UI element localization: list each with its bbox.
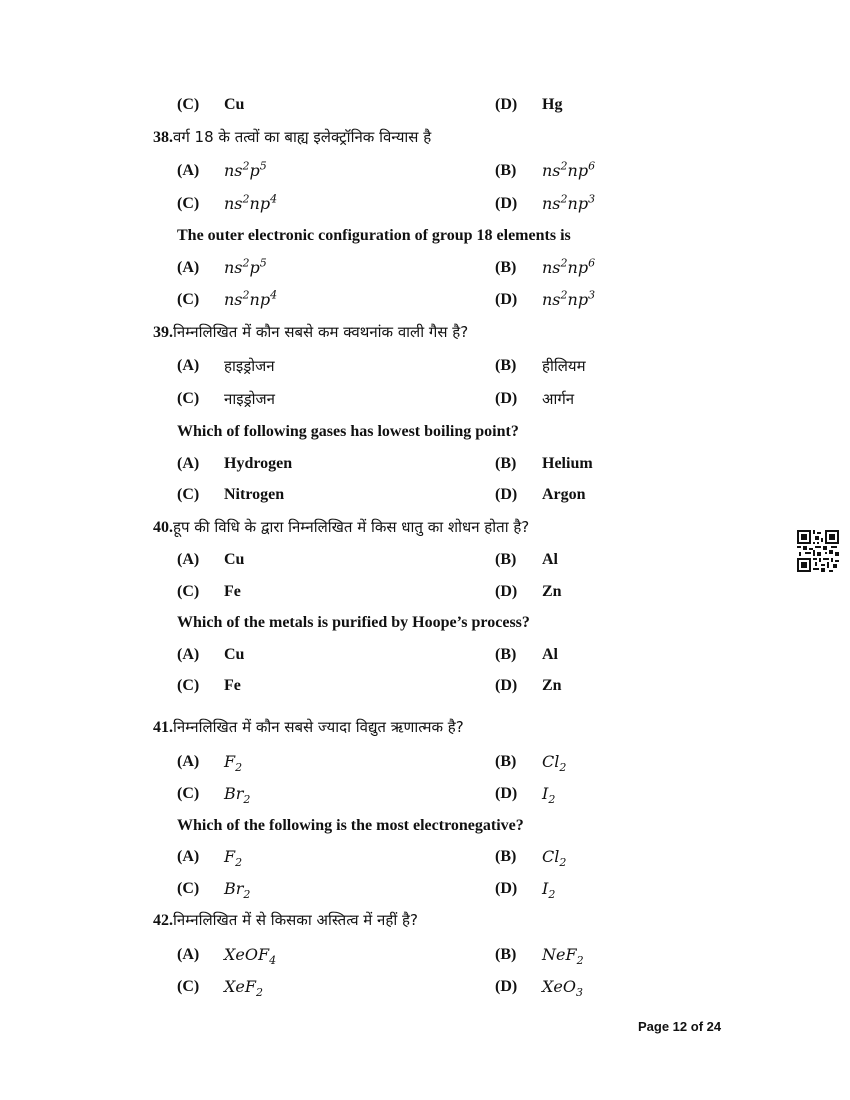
option-c: Fe [224, 583, 241, 600]
question-text-hindi: निम्नलिखित में से किसका अस्तित्व में नहीं है? [173, 911, 418, 929]
option-label: (C) [177, 978, 200, 995]
option-label: (B) [495, 946, 517, 963]
option-label: (C) [177, 785, 200, 802]
option-c: $ns^2np^4$ [224, 192, 278, 213]
page-number-footer: Page 12 of 24 [638, 1019, 722, 1034]
option-d: Argon [542, 486, 586, 503]
question-text-hindi: हूप की विधि के द्वारा निम्नलिखित में किस धातु का शोधन होता है? [173, 518, 530, 536]
option-a: $F_2$ [224, 847, 243, 870]
option-label: (B) [495, 259, 517, 276]
option-label: (C) [177, 677, 200, 694]
option-c: $Br_2$ [224, 784, 251, 807]
option-c: XeF$_2$ [224, 977, 263, 1000]
option-b: $Cl_2$ [542, 752, 567, 775]
question-number: 38. [153, 129, 173, 146]
question-text-hindi: निम्नलिखित में कौन सबसे कम क्वथनांक वाली गैस है? [173, 323, 469, 341]
option-a: Cu [224, 551, 245, 568]
question-number: 40. [153, 519, 173, 536]
question-40 [153, 517, 529, 538]
option-label: (B) [495, 162, 517, 179]
option-b: $Cl_2$ [542, 847, 567, 870]
option-label: (A) [177, 259, 200, 276]
option-label: (D) [495, 583, 518, 600]
option-c: Fe [224, 677, 241, 694]
option-label: (D) [495, 96, 518, 113]
question-text-english: Which of following gases has lowest boiling point? [177, 423, 519, 440]
option-label: (A) [177, 162, 200, 179]
option-label: (D) [495, 390, 518, 407]
option-d: $ns^2np^3$ [542, 192, 596, 213]
option-a: $ns^2p^5$ [224, 159, 267, 180]
question-42 [153, 910, 418, 931]
option-label: (A) [177, 357, 200, 374]
option-label: (D) [495, 195, 518, 212]
option-label: (B) [495, 848, 517, 865]
option-label: (C) [177, 195, 200, 212]
option-label: (D) [495, 291, 518, 308]
option-c: $Br_2$ [224, 879, 251, 902]
question-38 [153, 127, 431, 148]
option-label: (C) [177, 583, 200, 600]
option-label: (A) [177, 946, 200, 963]
question-text-english: Which of the metals is purified by Hoope’s process? [177, 614, 530, 631]
option-label: (A) [177, 646, 200, 663]
question-text-hindi: वर्ग 18 के तत्वों का बाह्य इलेक्ट्रॉनिक विन्यास है [173, 128, 432, 146]
option-label: (D) [495, 978, 518, 995]
option-b: NeF$_2$ [542, 945, 584, 968]
option-label: (D) [495, 677, 518, 694]
option-d: Zn [542, 677, 562, 694]
question-number: 39. [153, 324, 173, 341]
question-39 [153, 322, 468, 343]
option-label: (A) [177, 455, 200, 472]
option-label: (A) [177, 551, 200, 568]
option-label: (B) [495, 646, 517, 663]
option-b: Al [542, 551, 558, 568]
question-number: 42. [153, 912, 173, 929]
option-b: $ns^2np^6$ [542, 256, 596, 277]
question-text-hindi: निम्नलिखित में कौन सबसे ज्यादा विद्युत ऋणात्मक है? [173, 718, 464, 736]
option-d: आर्गन [542, 390, 575, 408]
option-label: (A) [177, 848, 200, 865]
option-label: (B) [495, 551, 517, 568]
option-b: हीलियम [542, 357, 586, 375]
option-c: Nitrogen [224, 486, 285, 503]
option-label: (B) [495, 455, 517, 472]
option-text: Hg [542, 96, 563, 113]
option-label: (C) [177, 486, 200, 503]
option-d: XeO$_3$ [542, 977, 583, 1000]
option-label: (B) [495, 357, 517, 374]
option-a: $ns^2p^5$ [224, 256, 267, 277]
option-a: $F_2$ [224, 752, 243, 775]
option-c: नाइड्रोजन [224, 390, 275, 408]
option-d: $I_2$ [542, 784, 556, 807]
option-a: Cu [224, 646, 245, 663]
option-b: Al [542, 646, 558, 663]
question-text-english: The outer electronic configuration of group 18 elements is [177, 227, 571, 244]
option-b: Helium [542, 455, 593, 472]
question-number: 41. [153, 719, 173, 736]
option-b: $ns^2np^6$ [542, 159, 596, 180]
option-label: (D) [495, 486, 518, 503]
option-d: $ns^2np^3$ [542, 288, 596, 309]
qr-code-icon [797, 530, 839, 572]
option-label: (D) [495, 785, 518, 802]
option-d: Zn [542, 583, 562, 600]
option-d: $I_2$ [542, 879, 556, 902]
option-label: (C) [177, 880, 200, 897]
option-a: हाइड्रोजन [224, 357, 275, 375]
option-label: (C) [177, 96, 200, 113]
question-41 [153, 717, 464, 738]
question-text-english: Which of the following is the most electronegative? [177, 817, 524, 834]
option-label: (D) [495, 880, 518, 897]
option-label: (B) [495, 753, 517, 770]
option-label: (C) [177, 390, 200, 407]
option-a: Hydrogen [224, 455, 293, 472]
option-text: Cu [224, 96, 245, 113]
option-label: (C) [177, 291, 200, 308]
option-c: $ns^2np^4$ [224, 288, 278, 309]
option-label: (A) [177, 753, 200, 770]
option-a: XeOF$_4$ [224, 945, 277, 968]
